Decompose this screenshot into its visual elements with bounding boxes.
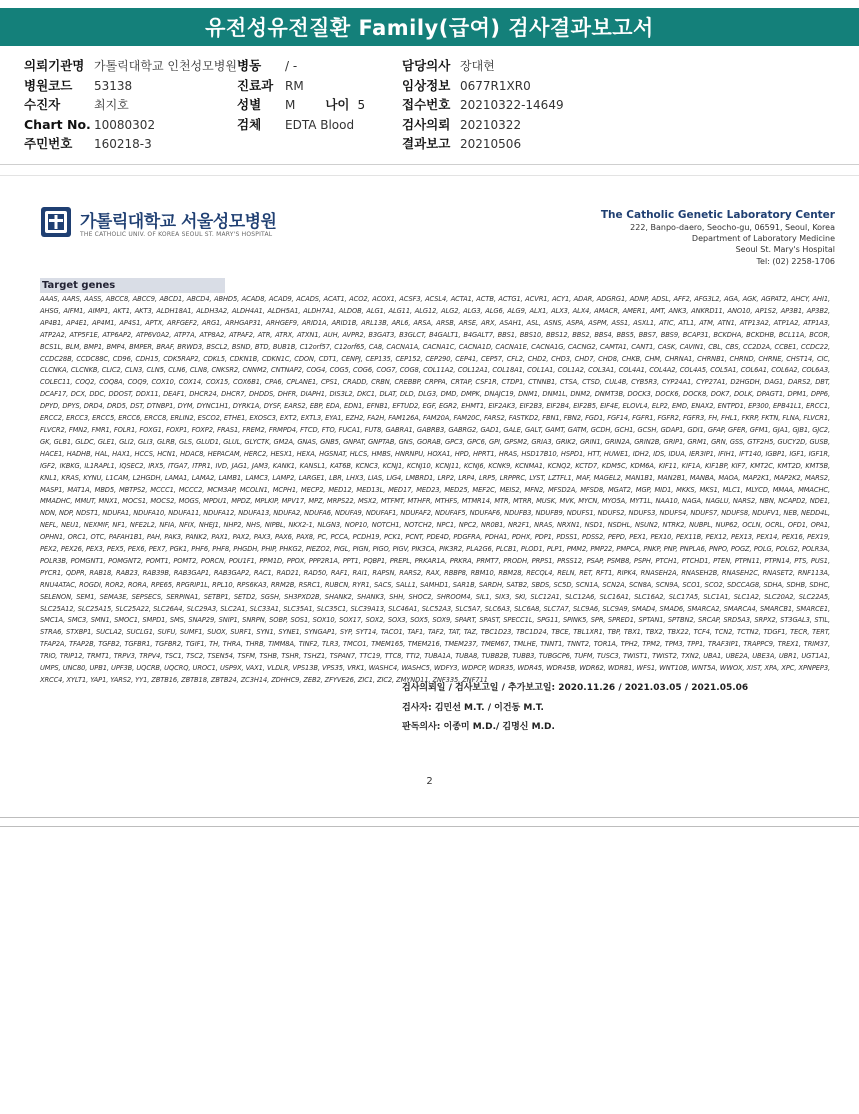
signature-block — [402, 679, 748, 738]
info-value: 20210322 — [460, 117, 522, 132]
age-label: 나이 — [325, 97, 350, 112]
info-row-clinical-info — [402, 76, 564, 96]
info-label: 의뢰기관명 — [24, 58, 85, 73]
info-value: 10080302 — [94, 117, 156, 132]
info-row-resident-number — [24, 134, 237, 154]
target-genes-list: AAAS, AARS, AASS, ABCC8, ABCC9, ABCD1, ABCD4, ABHD5, ACAD8, ACAD9, ACADS, ACAT1, ACO2, ACOX1, ACSF3, ACSL4, ACTA1, ACTB, ACTG1, ACVR1, ACY1, ADAR, ADGRG1, ADNP, ADSL, AFF2, AFG3L2, AGA, AGK, AGPAT2, AHCY, AHI1, AHSG, AIFM1, AIMP1, AKT1, AKT3, ALDH18A1, ALDH3A2, ALDH4A1, ALDH5A1, ALDH7A1, ALDOB, ALG1, ALG11, ALG12, ALG2, ALG3, ALG6, ALG9, ALX1, ALX3, ALX4, AMACR, AMER1, AMT, ANK3, ANKRD11, ANO10, AP1S2, AP3B1, AP3B2, AP4B1, AP4E1, AP4M1, AP4S1, APTX, ARFGEF2, ARG1, ARHGAP31, ARHGEF9, ARID1A, ARID1B, ARL13B, ARL6, ARSA, ARSB, ARSE, ARX, ASAH1, ASL, ASNS, ASPA, ASPM, ASS1, ASXL1, ATIC, ATL1, ATM, ATN1, ATP13A2, ATP1A2, ATP1A3, ATP2A2, ATP5F1E, ATP6AP2, ATP6V0A2, ATP7A, ATP8A2, ATPAF2, ATR, ATRX, ATXN1, AUH, AVPR2, B3GAT3, B3GLCT, B4GALT1, B4GALT7, BBS1, BBS10, BBS12, BBS2, BBS4, BBS5, BBS7, BBS9, BCAP31, BCKDHA, BCKDHB, BCL11A, BCOR, BCS1L, BLM, BMP1, BMP4, BMPER, BRAF, BRWD3, BSCL2, BSND, BTD, BUB1B, C12orf57, C12orf65, CA8, CACNA1A, CACNA1C, CACNA1D, CACNA1E, CACNA1G, CACNG2, CAMTA1, CANT1, CASK, CAVIN1, CBL, CBS, CC2D2A, CCBE1, CCDC22, CCDC28B, CCDC88C, CD96, CDH15, CDK5RAP2, CDKL5, CDKN1B, CDKN1C, CDON, CDT1, CENPJ, CEP135, CEP152, CEP290, CEP41, CEP57, CFL2, CHD2, CHD3, CHD7, CHD8, CHKB, CHM, CHRNA1, CHRNB1, CHRND, CHRNE, CHST14, CIC, CLCNKA, CLCNKB, CLIC2, CLN3, CLN5, CLN6, CLN8, CNKSR2, CNNM2, CNTNAP2, COG4, COG5, COG6, COG7, COG8, COL11A2, COL12A1, COL18A1, COL1A1, COL1A2, COL3A1, COL4A1, COL4A2, COL4A5, COL5A1, COL6A1, COL6A2, COL6A3, COLEC11, COQ2, COQ8A, COQ9, COX10, COX14, COX15, COX6B1, CPA6, CPLANE1, CPS1, CRADD, CRBN, CREBBP, CRPPA, CRTAP, CSF1R, CTDP1, CTNNB1, CTSA, CTSD, CUL4B, CYB5R3, CYP24A1, CYP27A1, D2HGDH, DAG1, DARS2, DBT, DCAF17, DCX, DDC, DDOST, DDX11, DEAF1, DHCR24, DHCR7, DHDDS, DHFR, DIAPH1, DIS3L2, DKC1, DLAT, DLD, DLG3, DMD, DMPK, DNAJC19, DNM1, DNM1L, DNM2, DNMT3B, DOCK3, DOCK6, DOCK8, DOK7, DOLK, DPAGT1, DPM1, DPP6, DPYD, DPYS, DRD4, DRD5, DST, DTNBP1, DYM, DYNC1H1, DYRK1A, DYSF, EARS2, EBP, EDA, EDN1, EFNB1, EFTUD2, EGF, EGR2, EHMT1, EIF2AK3, EIF2B3, EIF2B4, EIF2B5, EIF4E, ELOVL4, ELP2, EMD, ENAX2, ENTPD1, EP300, EPB41L1, ERCC1, ERCC2, ERCC3, ERCC5, ERCC6, ERCC8, ERLIN2, ESCO2, ETHE1, EXOSC3, EXT2, EXTL3, EYA1, EZH2, FA2H, FAM126A, FAM20A, FAM20C, FARS2, FASTKD2, FBN1, FBN2, FGD1, FGF14, FGFR1, FGFR2, FGFR3, FH, FHL1, FKRP, FKTN, FLNA, FLVCR1, FLVCR2, FMN2, FMR1, FOLR1, FOXG1, FOXP1, FOXP2, FRAS1, FREM2, FRMPD4, FTCD, FTO, FUCA1, FUT8, GABRA1, GABRB3, GABRG2, GAD1, GALE, GALT, GAMT, GATM, GCDH, GCH1, GCSH, GDAP1, GDI1, GFAP, GFER, GFM1, GJA1, GJB1, GJC2, GK, GLB1, GLDC, GLE1, GLI2, GLI3, GLRB, GLS, GLUD1, GLUL, GLYCTK, GM2A, GNAS, GNB5, GNPAT, GNPTAB, GNS, GORAB, GPC3, GPC6, GPI, GPSM2, GRIA3, GRIK2, GRIN1, GRIN2A, GRIN2B, GRIP1, GRM1, GRN, GSS, GTF2H5, GUCY2D, GUSB, HACE1, HADHB, HAL, HAX1, HCCS, HCN1, HDAC8, HEPACAM, HERC2, HESX1, HEXA, HGSNAT, HLCS, HMBS, HNRNPU, HOXA1, HPD, HPRT1, HRAS, HSD17B10, HSPD1, HTT, HUWE1, IDH2, IDS, IDUA, IER3IP1, IFIH1, IFT140, IGBP1, IGF1, IGF1R, IGF2, IKBKG, IL1RAPL1, IQSEC2, IRX5, ITGA7, ITPR1, IVD, JAG1, JAM3, KANK1, KANSL1, KAT6B, KCNC3, KCNJ1, KCNJ10, KCNJ11, KCNJ6, KCNK9, KCNMA1, KCNQ2, KCTD7, KDM5C, KDM6A, KIF11, KIF1A, KIF1BP, KIF7, KMT2C, KMT2D, KMT5B, KNL1, KRAS, KYNU, L1CAM, L2HGDH, LAMA1, LAMA2, LAMB1, LAMC3, LAMP2, LARGE1, LBR, LHX3, LIAS, LIG4, LMBRD1, LRP2, LRP4, LRP5, LRPPRC, LYST, LZTFL1, MAF, MAGEL2, MAN1B1, MAN2B1, MANBA, MAOA, MAP2K1, MAP2K2, MARS2, MASP1, MAT1A, MBD5, MBTPS2, MCCC1, MCCC2, MCM3AP, MCOLN1, MCPH1, MECP2, MED12, MED13L, MED17, MED23, MED25, MEF2C, MEIS2, MFN2, MFSD2A, MFSD8, MGAT2, MGP, MID1, MKKS, MKS1, MLC1, MLYCD, MMAA, MMACHC, MMADHC, MMUT, MNX1, MOCS1, MOCS2, MOGS, MPDU1, MPDZ, MPLKIP, MPV17, MPZ, MRPS22, MSX2, MTFMT, MTHFR, MTHFS, MTMR14, MTR, MTRR, MUSK, MVK, MYCN, MYO5A, MYT1L, NAA10, NAGA, NAGLU, NARS2, NBN, NCAPD2, NDE1, NDN, NDP, NDST1, NDUFA1, NDUFA10, NDUFA11, NDUFA12, NDUFA13, NDUFA2, NDUFA6, NDUFA9, NDUFAF1, NDUFAF2, NDUFAF5, NDUFAF6, NDUFB3, NDUFB9, NDUFS1, NDUFS2, NDUFS3, NDUFS4, NDUFS7, NDUFS8, NDUFV1, NEB, NEDD4L, NEFL, NEU1, NEXMIF, NF1, NFE2L2, NFIA, NFIX, NHEJ1, NHP2, NHS, NIPBL, NKX2-1, NLGN3, NOP10, NOTCH1, NOTCH2, NPC1, NPC2, NR0B1, NR2F1, NRAS, NRXN1, NSD1, NSDHL, NSUN2, NTRK2, NUBPL, NUP62, OCLN, OCRL, OFD1, OPA1, OPHN1, ORC1, OTC, PAFAH1B1, PAH, PAK3, PANK2, PAX1, PAX2, PAX3, PAX6, PAX8, PC, PCCA, PCDH19, PCK1, PCNT, PDE4D, PDGFRA, PDHA1, PDHX, PDP1, PDSS1, PDSS2, PEPD, PEX1, PEX10, PEX11B, PEX12, PEX13, PEX14, PEX16, PEX19, PEX2, PEX26, PEX3, PEX5, PEX6, PEX7, PGK1, PHF6, PHF8, PHGDH, PHIP, PHKG2, PIEZO2, PIGL, PIGN, PIGO, PIGV, PIK3CA, PIK3R2, PLA2G6, PLCB1, PLOD1, PLP1, PMM2, PMP22, PMPCA, PNKP, PNP, PNPLA6, PNPO, POGZ, POLG, POLG2, POLR3A, POLR3B, POMGNT1, POMGNT2, POMT1, POMT2, PORCN, POU1F1, PPM1D, PPOX, PPP2R1A, PPT1, PQBP1, PREPL, PRKAR1A, PRKRA, PRMT7, PRODH, PRPS1, PRSS12, PSAP, PSMB8, PSPH, PTCH1, PTCHD1, PTEN, PTPN11, PTPN14, PTS, PUS1, PYCR1, QDPR, RAB18, RAB23, RAB39B, RAB3GAP1, RAB3GAP2, RAC1, RAD21, RAD50, RAF1, RAI1, RAPSN, RARS2, RAX, RBBP8, RBM10, RBM28, RECQL4, RELN, RET, RFT1, RIPK4, RNASEH2A, RNASEH2B, RNASEH2C, RNASET2, RNF113A, RNU4ATAC, ROGDI, ROR2, RORA, RPE65, RPGRIP1L, RPL10, RPS6KA3, RRM2B, RSRC1, RUBCN, RYR1, SACS, SALL1, SAMHD1, SAR1B, SARDH, SATB2, SBDS, SC5D, SCN1A, SCN2A, SCN8A, SCN9A, SCO1, SCO2, SDCCAG8, SDHA, SDHB, SDHC, SELENON, SEM1, SEMA3E, SEPSECS, SERPINA1, SETBP1, SETD2, SGSH, SH3PXD2B, SHANK2, SHANK3, SHH, SHOC2, SHROOM4, SIL1, SIX3, SKI, SLC12A1, SLC12A6, SLC16A1, SLC16A2, SLC17A5, SLC1A1, SLC1A2, SLC20A2, SLC22A5, SLC25A12, SLC25A15, SLC25A22, SLC26A4, SLC29A3, SLC2A1, SLC33A1, SLC35A1, SLC35C1, SLC39A13, SLC46A1, SLC52A3, SLC5A7, SLC6A3, SLC6A8, SLC7A7, SLC9A6, SLC9A9, SMAD4, SMAD6, SMARCA2, SMARCA4, SMARCB1, SMARCE1, SMC1A, SMC3, SMN1, SMOC1, SMPD1, SMS, SNAP29, SNIP1, SNRPN, SOBP, SOS1, SOX10, SOX17, SOX2, SOX3, SOX5, SOX9, SPART, SPAST, SPECC1L, SPG11, SPINK5, SPR, SPRED1, SPTAN1, SPTBN2, SRCAP, SRD5A3, SRPX2, ST3GAL3, STIL, STRA6, STXBP1, SUCLA2, SUCLG1, SUFU, SUMF1, SUOX, SURF1, SYN1, SYNE1, SYNGAP1, SYP, SYT14, TACO1, TAF1, TAF2, TAT, TAZ, TBC1D23, TBC1D24, TBCE, TBL1XR1, TBP, TBX1, TBX2, TBX22, TCF4, TCN2, TCTN2, TDGF1, TECR, TERT, TFAP2A, TFAP2B, TGFB2, TGFBR1, TGFBR2, TGIF1, TH, THRA, THRB, TIMM8A, TINF2, TLR3, TMCO1, TMEM165, TMEM216, TMEM237, TMEM67, TMLHE, TNNT1, TNNT2, TOR1A, TPH2, TPM2, TPM3, TPP1, TRAF3IP1, TRAPPC9, TREX1, TRIM37, TRIO, TRIP12, TRMT1, TRPV3, TRPV4, TSC1, TSC2, TSEN54, TSFM, TSHB, TSHR, TSHZ1, TSPAN7, TTC19, TTC8, TTI2, TUBA1A, TUBA8, TUBB2B, TUBB3, TUBGCP6, TUFM, TUSC3, TWIST1, TWIST2, TXN2, UBA1, UBE2A, UBE3A, UBR1, UGT1A1, UMPS, UNC80, UPB1, UPF3B, UQCRB, UQCRQ, UROC1, USP9X, VAX1, VLDLR, VPS13B, VPS35, VRK1, WASHC4, WASHC5, WDFY3, WDPCP, WDR35, WDR45, WDR45B, WDR62, WDR81, WFS1, WNT10B, WNT5A, WWOX, XIST, XPA, XPC, XPNPEP3, XRCC4, XYLT1, YAP1, YARS2, YY1, ZBTB16, ZBTB18, ZBTB24, ZC3H14, ZDHHC9, ZEB2, ZFYVE26, ZIC1, ZIC2, ZMYND11, ZNF335, ZNF711 — [40, 295, 830, 684]
divider — [0, 164, 859, 165]
info-row-hospital-code — [24, 76, 237, 96]
info-row-physician — [402, 56, 564, 76]
info-value: 160218-3 — [94, 137, 152, 151]
hospital-logo-icon — [40, 206, 72, 238]
lab-address-block — [601, 208, 835, 267]
patient-info-left — [24, 56, 237, 154]
lab-hospital: Seoul St. Mary's Hospital — [735, 245, 835, 255]
info-label: 수진자 — [24, 97, 61, 112]
info-value: 장대현 — [460, 59, 495, 73]
divider — [0, 826, 859, 827]
report-dates: 검사의뢰일 / 검사보고일 / 추가보고일: 2020.11.26 / 2021.03.05 / 2021.05.06 — [402, 683, 749, 693]
info-value: RM — [285, 78, 304, 93]
info-row-accession-no — [402, 95, 564, 115]
info-value: 0677R1XR0 — [460, 78, 531, 93]
info-label: 임상정보 — [402, 77, 451, 93]
lab-tel: Tel: (02) 2258-1706 — [756, 256, 835, 266]
info-value: 53138 — [94, 78, 133, 93]
target-genes-heading: Target genes — [40, 278, 225, 293]
report-title: 유전성유전질환 Family(급여) 검사결과보고서 — [0, 8, 859, 46]
hospital-name: 가톨릭대학교 서울성모병원 — [80, 212, 277, 232]
info-row-chart-no — [24, 115, 237, 135]
info-label: 진료과 — [237, 77, 274, 93]
info-row-report-date — [402, 134, 564, 154]
info-value: 20210506 — [460, 137, 522, 151]
info-value: M — [285, 98, 296, 112]
info-label: 담당의사 — [402, 58, 451, 73]
info-label: 접수번호 — [402, 97, 451, 112]
divider — [0, 175, 859, 176]
hospital-subtitle: THE CATHOLIC UNIV. OF KOREA SEOUL ST. MARY'S HOSPITAL — [80, 231, 273, 238]
info-label: 주민번호 — [24, 136, 73, 151]
page-number: 2 — [426, 776, 433, 787]
info-label: 검체 — [237, 116, 262, 132]
patient-info-right — [402, 56, 564, 154]
info-value: 최지호 — [94, 98, 129, 112]
info-label: 검사의뢰 — [402, 116, 451, 132]
info-row-sex-age — [237, 95, 365, 115]
lab-name: The Catholic Genetic Laboratory Center — [600, 209, 835, 221]
info-row-ward — [237, 56, 365, 76]
lab-address: 222, Banpo-daero, Seocho-gu, 06591, Seoul, Korea — [630, 223, 835, 232]
examiner-line: 검사자: 김민선 M.T. / 이건동 M.T. — [402, 702, 544, 713]
patient-info-middle — [237, 56, 365, 134]
info-value: EDTA Blood — [285, 117, 355, 132]
info-label: 병원코드 — [24, 77, 73, 93]
info-row-specimen — [237, 115, 365, 135]
info-value: / - — [285, 59, 298, 73]
info-row-requesting-institution — [24, 56, 237, 76]
info-row-request-date — [402, 115, 564, 135]
info-value: 가톨릭대학교 인천성모병원 — [94, 59, 237, 73]
lab-department: Department of Laboratory Medicine — [691, 234, 835, 244]
info-label: 결과보고 — [402, 136, 451, 151]
physician-line: 판독의사: 이종미 M.D./ 김명신 M.D. — [402, 722, 555, 732]
age-value: 5 — [357, 98, 366, 112]
info-row-department — [237, 76, 365, 96]
info-label: 병동 — [237, 58, 262, 73]
info-label: 성별 — [237, 97, 262, 112]
info-value: 20210322-14649 — [460, 98, 564, 112]
divider — [0, 817, 859, 818]
info-label: Chart No. — [24, 116, 91, 132]
info-row-patient-name — [24, 95, 237, 115]
